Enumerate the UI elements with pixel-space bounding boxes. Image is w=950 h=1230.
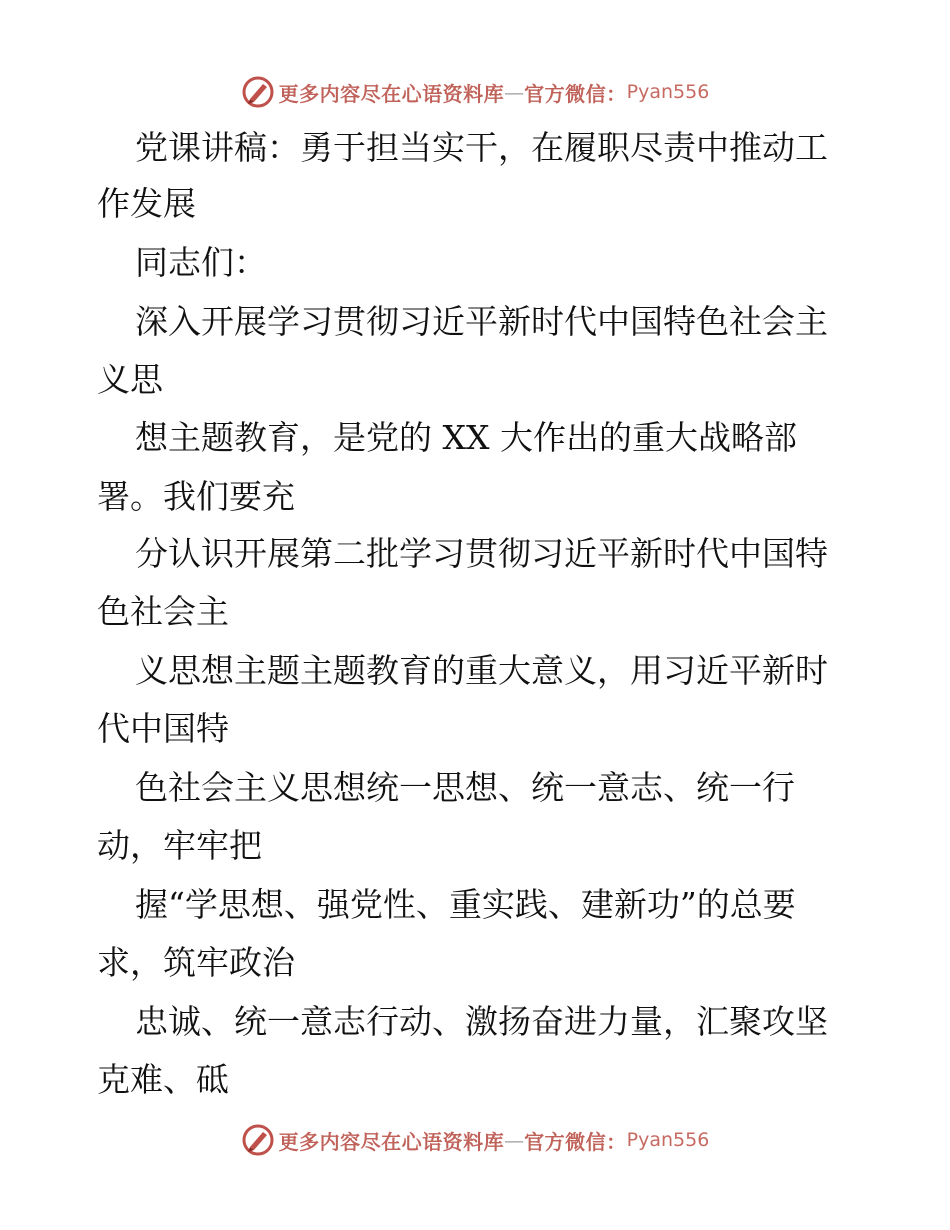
body-line: 克难、砥 <box>97 1060 229 1099</box>
body-line: 握“学思想、强党性、重实践、建新功”的总要 <box>135 885 796 924</box>
watermark-handle: Pyan556 <box>626 81 710 103</box>
body-line: 分认识开展第二批学习贯彻习近平新时代中国特 <box>135 534 828 573</box>
body-line: 想主题教育，是党的 XX 大作出的重大战略部 <box>135 418 797 457</box>
pen-logo-icon <box>241 1123 275 1157</box>
watermark-separator: — <box>504 1128 525 1152</box>
watermark-suffix: 官方微信： <box>524 81 627 106</box>
body-line: 代中国特 <box>97 709 229 748</box>
watermark-handle: Pyan556 <box>626 1129 710 1151</box>
body-line: 忠诚、统一意志行动、激扬奋进力量，汇聚攻坚 <box>135 1002 828 1041</box>
watermark-separator: — <box>504 80 525 104</box>
body-line: 色社会主义思想统一思想、统一意志、统一行 <box>135 768 795 807</box>
body-line: 色社会主 <box>97 592 229 631</box>
watermark-main-text: 更多内容尽在心语资料库 <box>278 81 505 106</box>
watermark-suffix: 官方微信： <box>524 1129 627 1154</box>
body-line: 署。我们要充 <box>97 477 295 516</box>
footer-watermark <box>0 1118 950 1162</box>
body-line: 深入开展学习贯彻习近平新时代中国特色社会主 <box>135 302 828 341</box>
pen-logo-icon <box>241 75 275 109</box>
header-watermark <box>0 70 950 114</box>
body-line: 求，筑牢政治 <box>97 943 295 982</box>
body-line: 义思想主题主题教育的重大意义，用习近平新时 <box>135 651 828 690</box>
document-title-line-2: 作发展 <box>97 184 196 223</box>
body-line: 动，牢牢把 <box>97 826 262 865</box>
document-title-line-1: 党课讲稿：勇于担当实干，在履职尽责中推动工 <box>135 128 828 167</box>
body-line: 义思 <box>97 360 163 399</box>
watermark-main-text: 更多内容尽在心语资料库 <box>278 1129 505 1154</box>
salutation: 同志们： <box>135 243 267 282</box>
